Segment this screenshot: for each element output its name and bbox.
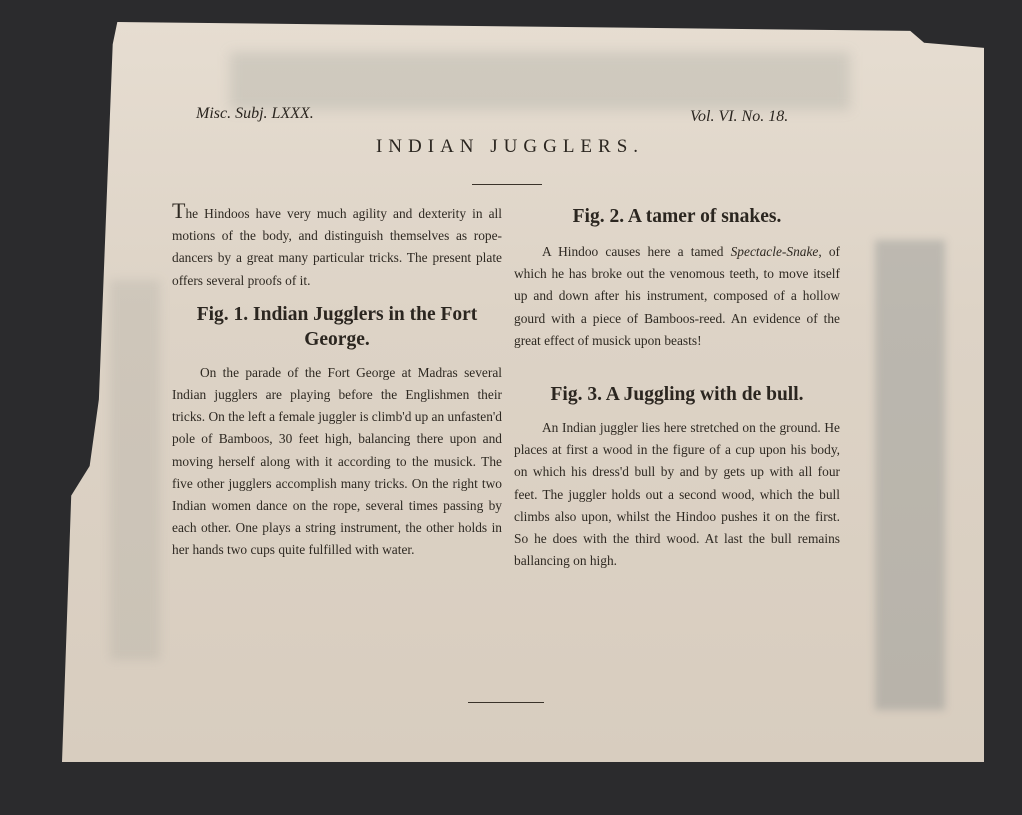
volume-label: Vol. VI. No. 18. <box>690 108 789 125</box>
fig2-text-b: , of which he has broke out the venomous teeth, to move itself up and down after his instrument, composed of a hollow gourd with a piece of Bamboos-reed. An evidence of the great effect of musick upon beasts! <box>514 244 840 348</box>
ink-bleed-left <box>110 280 160 660</box>
series-label: Misc. Subj. LXXX. <box>196 105 314 122</box>
fig2-text-italic: Spectacle-Snake <box>730 244 819 259</box>
right-column <box>514 204 840 572</box>
fig3-heading: Fig. 3. A Juggling with de bull. <box>550 384 804 406</box>
intro-dropcap: T <box>172 198 186 223</box>
ink-bleed-right <box>875 240 945 710</box>
footer-rule <box>468 702 544 703</box>
title-rule <box>472 184 542 185</box>
intro-text: he Hindoos have very much agility and dexterity in all motions of the body, and distinguish themselves as rope-dancers by a great many particular tricks. The present plate offers several proofs of it. <box>172 206 502 288</box>
fig1-text: On the parade of the Fort George at Madras several Indian jugglers are playing before the Englishmen their tricks. On the left a female juggler is climb'd up an unfasten'd pole of Bamboos, 30 feet high, balancing there upon and moving herself along with it according to the musick. The five other jugglers accomplish many tricks. On the right two Indian women dance on the rope, several times passing by each other. One plays a string instrument, the other holds in her hands two cups quite fulfilled with water. <box>172 364 502 558</box>
left-column <box>172 200 502 562</box>
intro-paragraph <box>172 200 502 292</box>
fig2-text-a: A Hindoo causes here a tamed <box>542 244 731 259</box>
fig2-text <box>514 241 840 352</box>
page-title: INDIAN JUGGLERS. <box>375 136 645 157</box>
fig2-heading: Fig. 2. A tamer of snakes. <box>572 206 782 227</box>
fig1-heading: Fig. 1. Indian Jugglers in the Fort George. <box>196 303 478 350</box>
fig3-text: An Indian juggler lies here stretched on the ground. He places at first a wood in the figure of a cup upon his body, on which his dress'd bull by and by gets up with all four feet. The juggler holds out a second wood, which the bull climbs also upon, whilst the Hindoo pushes it on the first. So he does with the third wood. At last the bull remains ballancing on high. <box>514 420 840 569</box>
ink-bleed-top <box>230 52 850 110</box>
